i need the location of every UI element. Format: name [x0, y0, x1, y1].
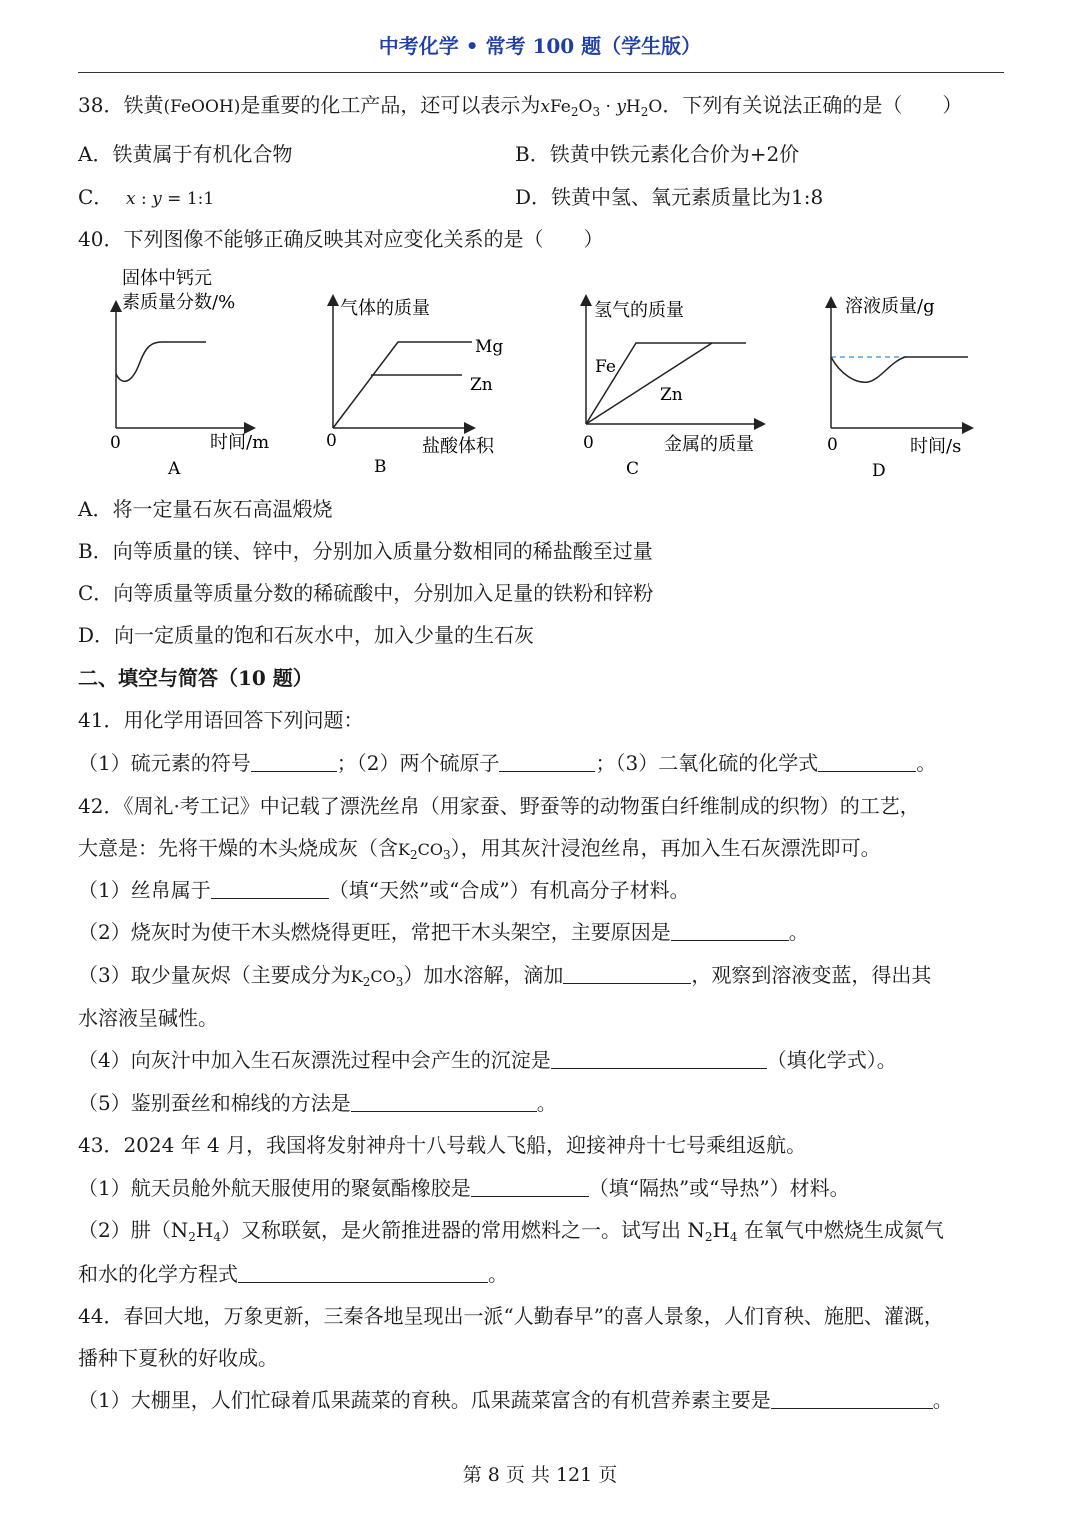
graph-d	[827, 296, 968, 481]
graph-d-origin: 0	[827, 435, 838, 455]
graph-d-curve	[831, 357, 968, 382]
graph-b-line-mg	[333, 342, 472, 428]
graph-d-xlabel: 时间/s	[910, 436, 962, 457]
q44-sub-1: （1）大棚里，人们忙碌着瓜果蔬菜的育秧。瓜果蔬菜富含的有机营养素主要是 。	[78, 1388, 953, 1412]
question-43-stem: 43．2024 年 4 月，我国将发射神舟十八号载人飞船，迎接神舟十七号乘组返航。	[78, 1133, 807, 1157]
question-44-line-2: 播种下夏秋的好收成。	[78, 1346, 278, 1370]
q38-option-a: A．铁黄属于有机化合物	[78, 142, 293, 166]
graph-a-caption: A	[168, 459, 181, 479]
q43-sub-2: （2）肼$(N_2H_4)$又称联氨，是火箭推进器的常用燃料之一。试写出 $N_2H_4$ 在氧气中燃烧生成氮气	[78, 1218, 944, 1244]
q40-option-d: D．向一定质量的饱和石灰水中，加入少量的生石灰	[78, 623, 535, 647]
graph-a-curve	[116, 342, 206, 381]
graph-b-caption: B	[374, 457, 387, 477]
graph-c-label-zn: Zn	[660, 385, 683, 405]
q38-option-d: D．铁黄中氢、氧元素质量比为1:8	[515, 185, 824, 209]
graph-c-xlabel: 金属的质量	[664, 434, 754, 455]
graph-a	[110, 268, 269, 479]
q38-option-c: C． x : y = 1:1	[78, 185, 215, 209]
question-42-line-2: 大意是：先将干燥的木头烧成灰（含$K_2CO_3$），用其灰汁浸泡丝帛，再加入生石灰漂洗即可。	[78, 836, 881, 862]
graph-c-ylabel: 氢气的质量	[594, 300, 684, 321]
page-header-title: 中考化学 • 常考 100 题（学生版）	[378, 34, 702, 58]
q43-sub-2-cont: 和水的化学方程式 。	[78, 1262, 508, 1286]
q40-option-a: A．将一定量石灰石高温煅烧	[78, 497, 333, 521]
graph-c-line-fe	[586, 343, 746, 424]
q42-blank-3[interactable]	[563, 963, 691, 984]
q44-blank-1[interactable]	[771, 1388, 933, 1409]
q42-blank-4[interactable]	[551, 1048, 767, 1069]
q43-sub-1: （1）航天员舱外航天服使用的聚氨酯橡胶是 （填“隔热”或“导热”）材料。	[78, 1176, 850, 1200]
q41-subquestions: （1）硫元素的符号 ；（2）两个硫原子 ；（3）二氧化硫的化学式 。	[78, 751, 937, 775]
graph-b-origin: 0	[326, 431, 337, 451]
question-40-stem: 40．下列图像不能够正确反映其对应变化关系的是（ ）	[78, 227, 604, 251]
q42-blank-5[interactable]	[351, 1091, 537, 1112]
q42-sub-5: （5）鉴别蚕丝和棉线的方法是 。	[78, 1091, 557, 1115]
q42-blank-2[interactable]	[671, 920, 789, 941]
q42-blank-1[interactable]	[211, 878, 329, 899]
graph-a-origin: 0	[110, 433, 121, 453]
graph-a-xlabel: 时间/m	[210, 432, 270, 453]
q42-sub-3-cont: 水溶液呈碱性。	[78, 1006, 218, 1030]
q43-blank-2[interactable]	[238, 1262, 488, 1283]
graph-c-label-fe: Fe	[595, 357, 616, 377]
q38-option-b: B．铁黄中铁元素化合价为+2价	[515, 142, 800, 166]
graph-c	[583, 300, 760, 479]
q42-sub-3: （3）取少量灰烬（主要成分为$K_2CO_3$）加水溶解，滴加 ，观察到溶液变蓝，得出其	[78, 963, 932, 989]
q42-sub-2: （2）烧灰时为使干木头燃烧得更旺，常把干木头架空，主要原因是 。	[78, 920, 809, 944]
graph-a-ylabel-1: 固体中钙元	[122, 268, 212, 289]
graph-a-ylabel-2: 素质量分数/%	[122, 292, 236, 313]
section-2-title: 二、填空与简答（10 题）	[78, 666, 313, 690]
graph-d-caption: D	[872, 461, 886, 481]
q40-graphs	[0, 262, 1080, 482]
question-38-stem: 38．铁黄(FeOOH)是重要的化工产品，还可以表示为$xFe_2O_3 \cdot yH_2O$．下列有关说法正确的是（ ）	[78, 93, 963, 119]
graph-d-ylabel: 溶液质量/g	[845, 296, 935, 317]
question-44-line-1: 44．春回大地，万象更新，三秦各地呈现出一派“人勤春早”的喜人景象，人们育秧、施肥、灌溉，	[78, 1304, 944, 1328]
graph-b-ylabel: 气体的质量	[340, 298, 430, 319]
q41-blank-3[interactable]	[818, 751, 916, 772]
question-41-stem: 41．用化学用语回答下列问题：	[78, 708, 364, 732]
question-42-line-1: 42．《周礼·考工记》中记载了漂洗丝帛（用家蚕、野蚕等的动物蛋白纤维制成的织物）的工艺，	[78, 794, 920, 818]
graph-b-xlabel: 盐酸体积	[422, 436, 494, 457]
graph-c-origin: 0	[583, 433, 594, 453]
header-rule	[78, 72, 1004, 73]
q42-sub-4: （4）向灰汁中加入生石灰漂洗过程中会产生的沉淀是 （填化学式）。	[78, 1048, 897, 1072]
graph-b-label-mg: Mg	[475, 337, 504, 357]
q40-option-c: C．向等质量等质量分数的稀硫酸中，分别加入足量的铁粉和锌粉	[78, 581, 654, 605]
graph-c-caption: C	[626, 459, 640, 479]
q43-blank-1[interactable]	[471, 1176, 589, 1197]
graph-c-line-zn	[586, 343, 712, 424]
graph-b	[326, 298, 503, 477]
q41-blank-1[interactable]	[251, 751, 337, 772]
q40-option-b: B．向等质量的镁、锌中，分别加入质量分数相同的稀盐酸至过量	[78, 539, 653, 563]
q42-sub-1: （1）丝帛属于 （填“天然”或“合成”）有机高分子材料。	[78, 878, 690, 902]
q41-blank-2[interactable]	[499, 751, 595, 772]
page-footer: 第 8 页 共 121 页	[462, 1464, 618, 1486]
graph-b-label-zn: Zn	[470, 375, 493, 395]
